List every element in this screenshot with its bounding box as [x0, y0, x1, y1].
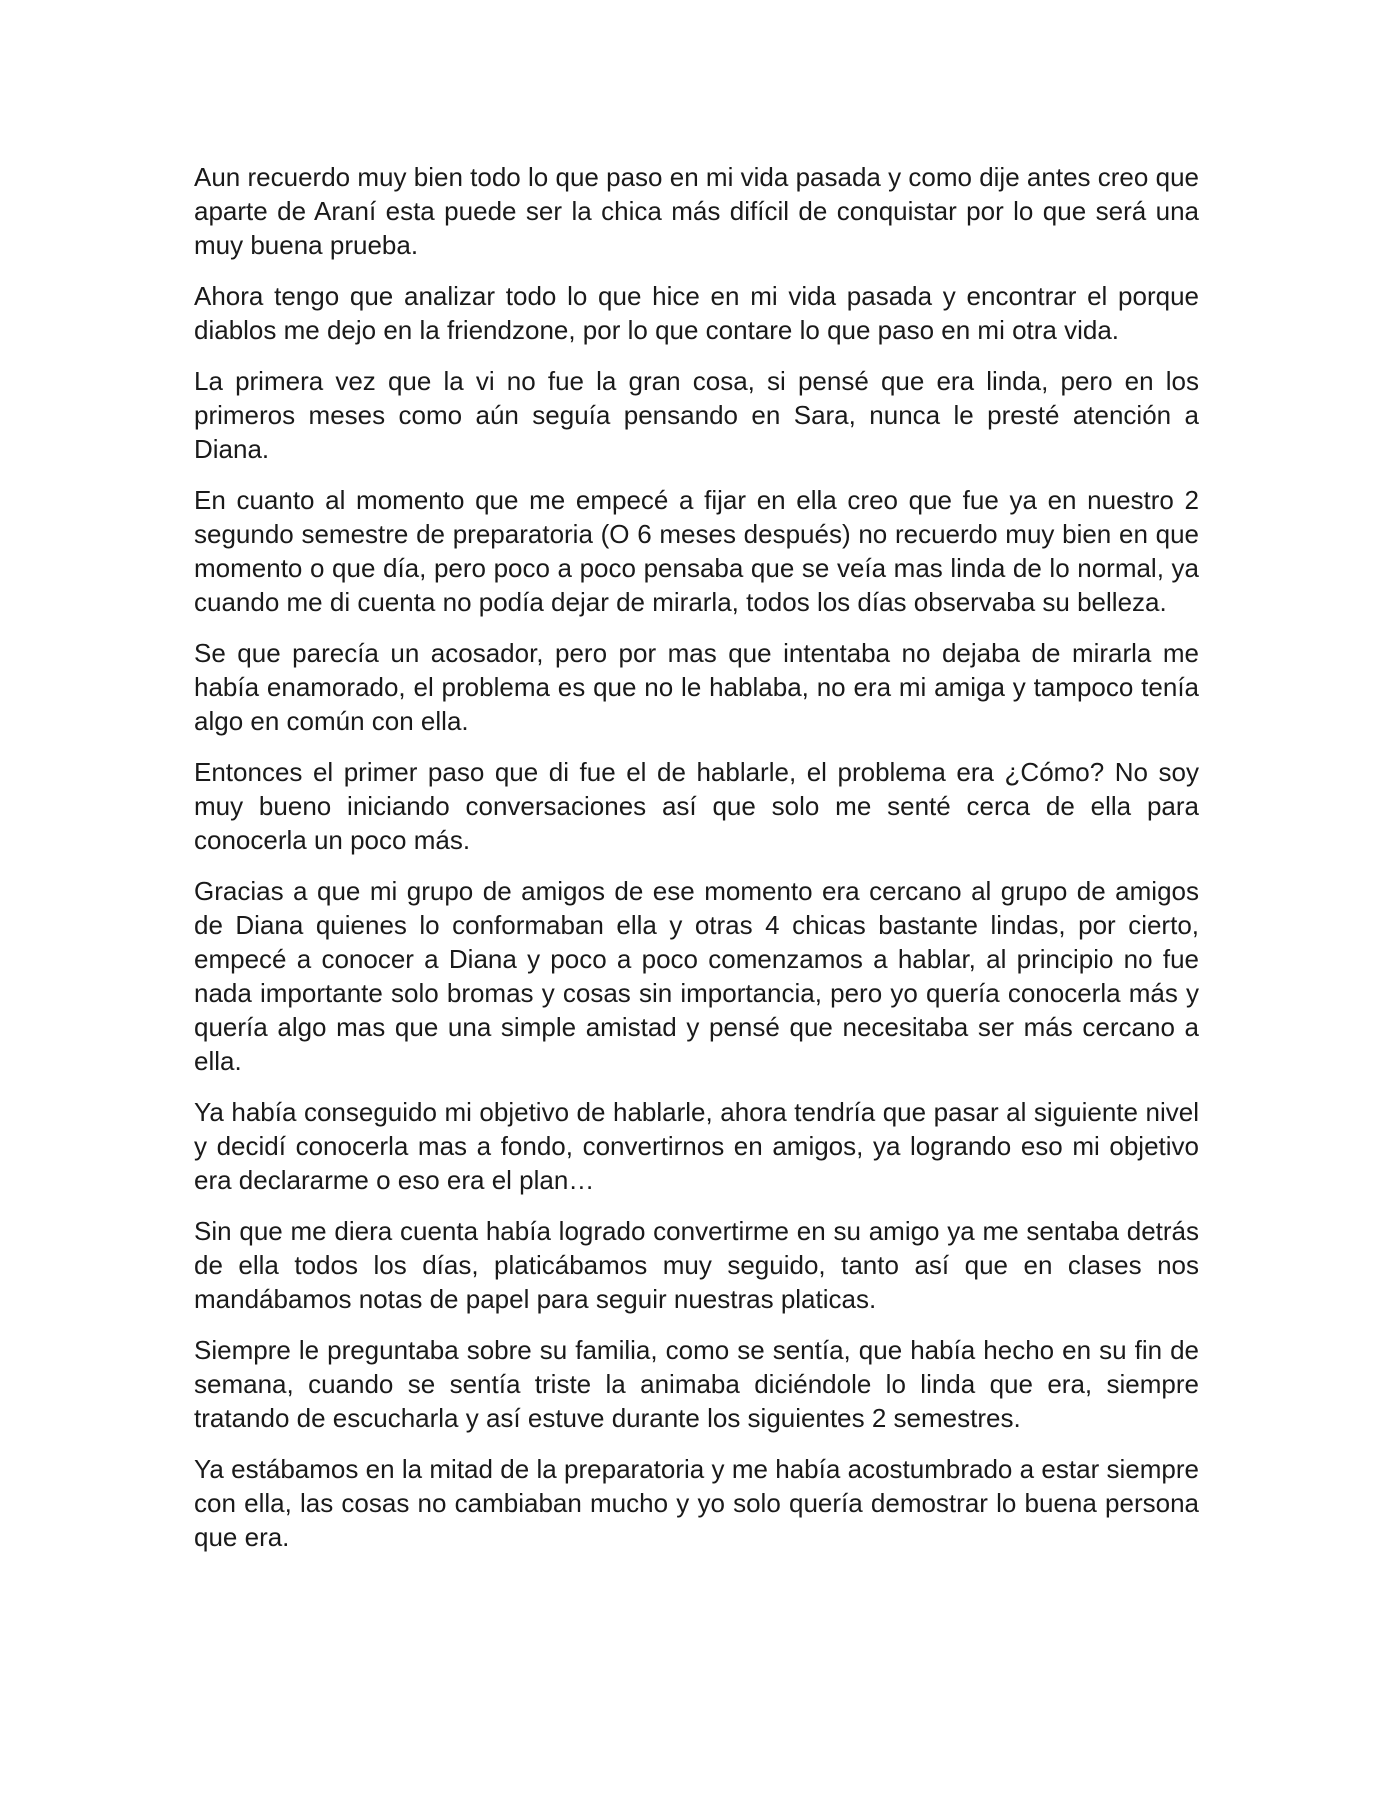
document-body [194, 160, 1199, 1571]
paragraph: Entonces el primer paso que di fue el de hablarle, el problema era ¿Cómo? No soy muy bueno iniciando conversaciones así que solo me senté cerca de ella para conocerla un poco más. [194, 757, 1199, 855]
paragraph: La primera vez que la vi no fue la gran cosa, si pensé que era linda, pero en los primeros meses como aún seguía pensando en Sara, nunca le presté atención a Diana. [194, 366, 1199, 464]
paragraph: Aun recuerdo muy bien todo lo que paso en mi vida pasada y como dije antes creo que aparte de Araní esta puede ser la chica más difícil de conquistar por lo que será una muy buena prueba. [194, 162, 1199, 260]
paragraph: Ahora tengo que analizar todo lo que hice en mi vida pasada y encontrar el porque diablos me dejo en la friendzone, por lo que contare lo que paso en mi otra vida. [194, 281, 1199, 345]
paragraph: Ya estábamos en la mitad de la preparatoria y me había acostumbrado a estar siempre con ella, las cosas no cambiaban mucho y yo solo quería demostrar lo buena persona que era. [194, 1454, 1199, 1552]
paragraph: Se que parecía un acosador, pero por mas que intentaba no dejaba de mirarla me había enamorado, el problema es que no le hablaba, no era mi amiga y tampoco tenía algo en común con ella. [194, 638, 1199, 736]
paragraph: Ya había conseguido mi objetivo de hablarle, ahora tendría que pasar al siguiente nivel y decidí conocerla mas a fondo, convertirnos en amigos, ya logrando eso mi objetivo era declararme o eso era el plan… [194, 1097, 1199, 1195]
paragraph: Gracias a que mi grupo de amigos de ese momento era cercano al grupo de amigos de Diana quienes lo conformaban ella y otras 4 chicas bastante lindas, por cierto, empecé a conocer a Diana y poco a poco comenzamos a hablar, al principio no fue nada importante solo bromas y cosas sin importancia, pero yo quería conocerla más y quería algo mas que una simple amistad y pensé que necesitaba ser más cercano a ella. [194, 876, 1199, 1076]
paragraph: Siempre le preguntaba sobre su familia, como se sentía, que había hecho en su fin de semana, cuando se sentía triste la animaba diciéndole lo linda que era, siempre tratando de escucharla y así estuve durante los siguientes 2 semestres. [194, 1335, 1199, 1433]
paragraph: Sin que me diera cuenta había logrado convertirme en su amigo ya me sentaba detrás de ella todos los días, platicábamos muy seguido, tanto así que en clases nos mandábamos notas de papel para seguir nuestras platicas. [194, 1216, 1199, 1314]
paragraph: En cuanto al momento que me empecé a fijar en ella creo que fue ya en nuestro 2 segundo semestre de preparatoria (O 6 meses después) no recuerdo muy bien en que momento o que día, pero poco a poco pensaba que se veía mas linda de lo normal, ya cuando me di cuenta no podía dejar de mirarla, todos los días observaba su belleza. [194, 485, 1199, 617]
